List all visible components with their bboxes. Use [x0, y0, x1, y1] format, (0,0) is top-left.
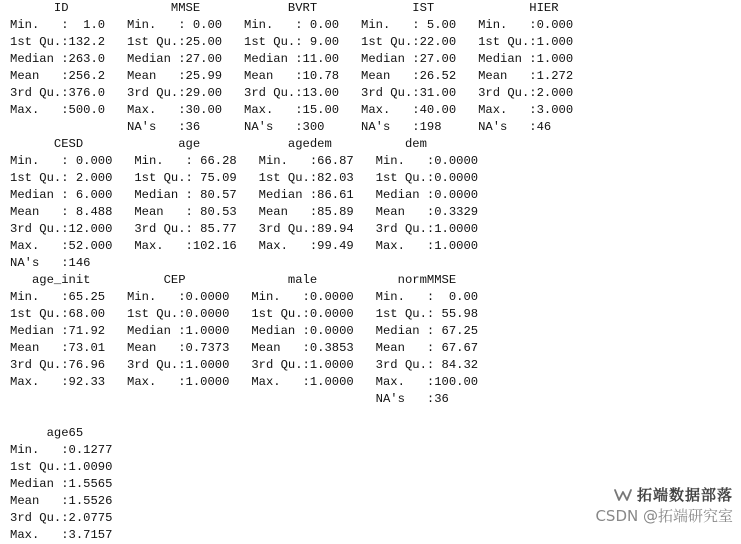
- console-line: Median : 6.000 Median : 80.57 Median :86.61 Median :0.0000: [10, 188, 493, 202]
- console-line: 1st Qu.:68.00 1st Qu.:0.0000 1st Qu.:0.0000 1st Qu.: 55.98: [10, 307, 493, 321]
- watermark-brand-row: [613, 484, 733, 505]
- watermark-source: CSDN @拓端研究室: [595, 507, 733, 525]
- console-line: Min. : 0.000 Min. : 66.28 Min. :66.87 Min. :0.0000: [10, 154, 493, 168]
- r-summary-output: [10, 0, 602, 544]
- console-line: age_init CEP male normMMSE: [10, 273, 493, 287]
- console-line: Max. :3.7157: [10, 528, 135, 542]
- console-line: 3rd Qu.:76.96 3rd Qu.:1.0000 3rd Qu.:1.0000 3rd Qu.: 84.32: [10, 358, 493, 372]
- console-line: Median :71.92 Median :1.0000 Median :0.0000 Median : 67.25: [10, 324, 493, 338]
- console-line: Max. :92.33 Max. :1.0000 Max. :1.0000 Max. :100.00: [10, 375, 493, 389]
- console-line: age65: [10, 426, 135, 440]
- console-line: [10, 408, 602, 425]
- console-line: 1st Qu.:132.2 1st Qu.:25.00 1st Qu.: 9.00 1st Qu.:22.00 1st Qu.:1.000: [10, 35, 588, 49]
- console-line: NA's :36 NA's :300 NA's :198 NA's :46: [10, 120, 588, 134]
- console-line: 1st Qu.:1.0090: [10, 460, 135, 474]
- console-line: Min. :65.25 Min. :0.0000 Min. :0.0000 Min. : 0.00: [10, 290, 493, 304]
- console-line: Min. : 1.0 Min. : 0.00 Min. : 0.00 Min. : 5.00 Min. :0.000: [10, 18, 588, 32]
- console-line: NA's :36: [10, 392, 493, 406]
- console-line: 1st Qu.: 2.000 1st Qu.: 75.09 1st Qu.:82.03 1st Qu.:0.0000: [10, 171, 493, 185]
- console-line: ID MMSE BVRT IST HIER: [10, 1, 603, 15]
- watermark: [595, 484, 733, 526]
- console-line: NA's :146: [10, 256, 479, 270]
- console-line: Median :263.0 Median :27.00 Median :11.00 Median :27.00 Median :1.000: [10, 52, 588, 66]
- console-line: Max. :500.0 Max. :30.00 Max. :15.00 Max. :40.00 Max. :3.000: [10, 103, 588, 117]
- watermark-brand: 拓端数据部落: [636, 486, 733, 504]
- wechat-channel-icon: [613, 487, 633, 503]
- console-line: Median :1.5565: [10, 477, 135, 491]
- console-line: 3rd Qu.:2.0775: [10, 511, 135, 525]
- console-line: CESD age agedem dem: [10, 137, 486, 151]
- console-line: 3rd Qu.:12.000 3rd Qu.: 85.77 3rd Qu.:89.94 3rd Qu.:1.0000: [10, 222, 493, 236]
- console-line: Mean : 8.488 Mean : 80.53 Mean :85.89 Mean :0.3329: [10, 205, 493, 219]
- console-line: Min. :0.1277: [10, 443, 135, 457]
- console-line: Mean :1.5526: [10, 494, 135, 508]
- console-line: Mean :73.01 Mean :0.7373 Mean :0.3853 Mean : 67.67: [10, 341, 493, 355]
- console-line: Mean :256.2 Mean :25.99 Mean :10.78 Mean :26.52 Mean :1.272: [10, 69, 588, 83]
- console-line: Max. :52.000 Max. :102.16 Max. :99.49 Max. :1.0000: [10, 239, 493, 253]
- console-line: 3rd Qu.:376.0 3rd Qu.:29.00 3rd Qu.:13.00 3rd Qu.:31.00 3rd Qu.:2.000: [10, 86, 588, 100]
